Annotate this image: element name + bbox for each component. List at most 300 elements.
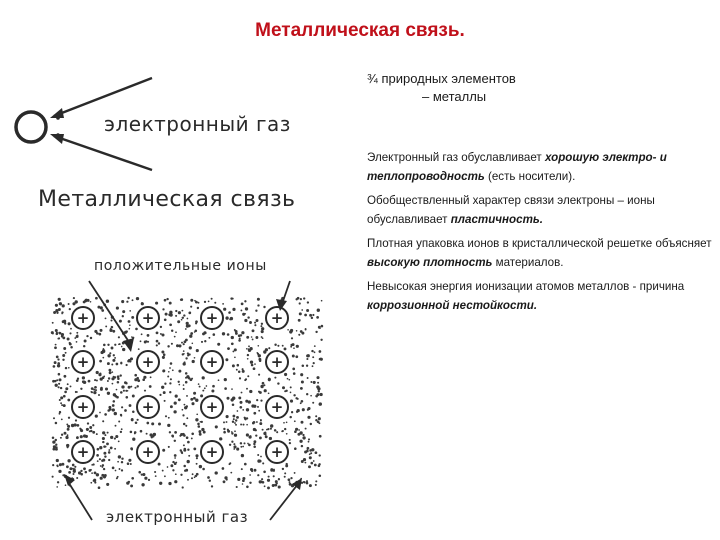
electron-dot bbox=[121, 300, 124, 303]
electron-dot bbox=[204, 301, 206, 303]
electron-dot bbox=[257, 298, 260, 301]
electron-dot bbox=[56, 133, 60, 137]
electron-dot bbox=[106, 300, 109, 303]
electron-dot bbox=[174, 457, 176, 459]
electron-dot bbox=[190, 398, 193, 401]
electron-dot bbox=[68, 303, 70, 305]
electron-dot bbox=[59, 413, 61, 415]
electron-dot bbox=[200, 421, 202, 423]
electron-dot bbox=[316, 376, 319, 379]
electron-dot bbox=[122, 348, 125, 351]
electron-dot bbox=[257, 474, 259, 476]
ion-plus-sign: + bbox=[141, 398, 155, 416]
electron-dot bbox=[311, 317, 313, 319]
electron-dot bbox=[108, 449, 110, 451]
electron-dot bbox=[310, 381, 312, 383]
positive-ion bbox=[201, 307, 223, 329]
electron-dot bbox=[100, 477, 103, 480]
electron-dot bbox=[191, 378, 193, 380]
electron-dot bbox=[181, 319, 183, 321]
ion-plus-sign: + bbox=[76, 309, 90, 327]
electron-dot bbox=[307, 377, 309, 379]
electron-dot bbox=[107, 409, 110, 412]
electron-dot bbox=[215, 471, 218, 474]
electron-dot bbox=[123, 390, 125, 392]
electron-dot bbox=[57, 364, 60, 367]
electron-dot bbox=[99, 446, 102, 449]
electron-dot bbox=[170, 464, 173, 467]
positive-ion bbox=[137, 307, 159, 329]
electron-dot bbox=[108, 459, 110, 461]
electron-dot bbox=[98, 333, 101, 336]
ion-plus-sign: + bbox=[205, 398, 219, 416]
electron-dot bbox=[304, 314, 307, 317]
electron-dot bbox=[106, 483, 109, 486]
electron-dot bbox=[286, 433, 288, 435]
electron-dot bbox=[321, 325, 324, 328]
electron-dot bbox=[114, 357, 116, 359]
electron-dot bbox=[306, 354, 309, 357]
electron-dot bbox=[251, 336, 253, 338]
electron-dot bbox=[236, 486, 238, 488]
electron-dot bbox=[152, 435, 155, 438]
electron-dot bbox=[247, 375, 249, 377]
electron-dot bbox=[159, 394, 161, 396]
electron-dot bbox=[308, 441, 310, 443]
electron-dot bbox=[302, 365, 305, 368]
p3-emphasis: высокую плотность bbox=[367, 256, 493, 269]
electron-dot bbox=[202, 468, 205, 471]
electron-dot bbox=[231, 432, 233, 434]
electron-dot bbox=[192, 343, 194, 345]
electron-dot bbox=[67, 428, 70, 431]
electron-dot bbox=[154, 471, 156, 473]
electron-dot bbox=[128, 359, 131, 362]
electron-dot bbox=[259, 391, 262, 394]
electron-dot bbox=[293, 372, 296, 375]
electron-dot bbox=[82, 381, 85, 384]
electron-dot bbox=[61, 404, 63, 406]
electron-dot bbox=[247, 316, 249, 318]
electron-dot bbox=[129, 310, 131, 312]
electron-dot bbox=[313, 460, 315, 462]
electron-dot bbox=[260, 419, 262, 421]
electron-dot bbox=[187, 318, 189, 320]
electron-dot bbox=[240, 424, 242, 426]
electron-dot bbox=[158, 342, 160, 344]
electron-dot bbox=[246, 348, 248, 350]
electron-dot bbox=[108, 377, 110, 379]
electron-dot bbox=[237, 410, 239, 412]
electron-dot bbox=[65, 484, 67, 486]
electron-dot bbox=[150, 376, 152, 378]
electron-dot bbox=[257, 406, 259, 408]
electron-dot bbox=[222, 332, 225, 335]
electron-dot bbox=[191, 437, 193, 439]
electron-dot bbox=[246, 336, 249, 339]
electron-dot bbox=[222, 303, 224, 305]
electron-dot bbox=[231, 441, 233, 443]
electron-dot bbox=[299, 312, 302, 315]
electron-dot bbox=[179, 384, 181, 386]
p2-text: Обобществленный характер связи электроны – ионы обуславливает bbox=[367, 194, 655, 226]
electron-dot bbox=[285, 390, 287, 392]
electron-dot bbox=[310, 423, 312, 425]
electron-dot bbox=[289, 330, 292, 333]
electron-dot bbox=[87, 422, 89, 424]
electron-dot bbox=[174, 440, 176, 442]
electron-dot bbox=[130, 386, 132, 388]
electron-dot bbox=[260, 400, 262, 402]
electron-dot bbox=[174, 401, 177, 404]
electron-dot bbox=[159, 482, 162, 485]
electron-dot bbox=[120, 391, 123, 394]
electron-dot bbox=[141, 302, 144, 305]
electron-dot bbox=[52, 464, 54, 466]
electron-dot bbox=[77, 378, 79, 380]
electron-dot bbox=[102, 420, 104, 422]
electron-dot bbox=[247, 354, 249, 356]
electron-dot bbox=[178, 370, 181, 373]
electron-dot bbox=[221, 438, 223, 440]
electron-dot bbox=[268, 476, 270, 478]
electron-dot bbox=[205, 332, 207, 334]
electron-dot bbox=[232, 404, 235, 407]
electron-dot bbox=[180, 449, 182, 451]
electron-dot bbox=[120, 374, 122, 376]
electron-dot bbox=[183, 384, 185, 386]
electron-dot bbox=[208, 337, 210, 339]
electron-dot bbox=[55, 384, 58, 387]
electron-dot bbox=[182, 414, 184, 416]
electron-dot bbox=[161, 386, 164, 389]
electron-dot bbox=[195, 322, 197, 324]
electron-dot bbox=[223, 480, 226, 483]
electron-dot bbox=[134, 374, 137, 377]
electron-dot bbox=[245, 307, 248, 310]
electron-dot bbox=[107, 380, 109, 382]
electron-dot bbox=[83, 301, 86, 304]
electron-dot bbox=[128, 328, 130, 330]
electron-dot bbox=[187, 441, 190, 444]
electron-dot bbox=[185, 339, 188, 342]
electron-dot bbox=[265, 435, 268, 438]
electron-dot bbox=[169, 382, 171, 384]
electron-dot bbox=[226, 421, 228, 423]
ion-plus-sign: + bbox=[205, 353, 219, 371]
arrow-line-upper bbox=[54, 78, 152, 116]
electron-dot bbox=[315, 419, 317, 421]
electron-dot bbox=[100, 465, 102, 467]
electron-dot bbox=[168, 313, 171, 316]
metallic-bond-caption: Металлическая связь bbox=[38, 187, 296, 212]
electron-dot bbox=[231, 388, 233, 390]
electron-dot bbox=[190, 332, 193, 335]
electron-dot bbox=[164, 475, 166, 477]
electron-dot bbox=[72, 464, 75, 467]
electron-dot bbox=[151, 422, 154, 425]
electron-dot bbox=[258, 354, 261, 357]
electron-dot bbox=[93, 480, 95, 482]
electron-dot bbox=[171, 343, 173, 345]
electron-dot bbox=[306, 309, 309, 312]
ion-plus-sign: + bbox=[205, 309, 219, 327]
electron-dot bbox=[75, 419, 77, 421]
electron-dot bbox=[129, 324, 131, 326]
p2-emphasis: пластичность. bbox=[450, 213, 544, 226]
electron-dot bbox=[168, 446, 170, 448]
electron-dot bbox=[186, 395, 188, 397]
electron-dot bbox=[204, 387, 206, 389]
electron-dot bbox=[229, 463, 231, 465]
electron-dot bbox=[169, 302, 172, 305]
ion-plus-sign: + bbox=[76, 398, 90, 416]
electron-dot bbox=[185, 381, 188, 384]
electron-dot bbox=[55, 439, 57, 441]
electron-dot bbox=[232, 415, 235, 418]
electron-dot bbox=[58, 378, 61, 381]
electron-dot bbox=[282, 468, 284, 470]
positive-ions-label: положительные ионы bbox=[94, 258, 267, 274]
ion-plus-sign: + bbox=[141, 353, 155, 371]
electron-dot bbox=[155, 302, 158, 305]
electron-dot bbox=[156, 340, 159, 343]
electron-dot bbox=[249, 482, 251, 484]
electron-dot bbox=[124, 409, 127, 412]
electron-dot bbox=[240, 334, 242, 336]
positive-ion bbox=[137, 441, 159, 463]
electron-dot bbox=[284, 476, 286, 478]
electron-dot bbox=[211, 298, 213, 300]
ion-plus-sign: + bbox=[76, 443, 90, 461]
electron-dot bbox=[230, 297, 232, 299]
electron-dot bbox=[162, 449, 165, 452]
electron-dot bbox=[189, 347, 191, 349]
electron-dot bbox=[303, 458, 306, 461]
electron-dot bbox=[248, 345, 250, 347]
electron-dot bbox=[121, 346, 123, 348]
electron-dot bbox=[114, 448, 116, 450]
electron-dot bbox=[107, 362, 110, 365]
electron-dot bbox=[85, 471, 88, 474]
electron-dot bbox=[56, 116, 60, 120]
electron-dot bbox=[254, 469, 257, 472]
electron-dot bbox=[183, 434, 186, 437]
electron-dot bbox=[249, 436, 252, 439]
electron-dot bbox=[55, 444, 57, 446]
electron-gas-label-bottom: электронный газ bbox=[106, 508, 249, 526]
electron-dot bbox=[291, 337, 293, 339]
electron-dot bbox=[319, 435, 322, 438]
electron-dot bbox=[107, 344, 109, 346]
electron-dot bbox=[241, 392, 243, 394]
electron-dot bbox=[302, 408, 305, 411]
electron-dot bbox=[110, 447, 113, 450]
electron-dot bbox=[112, 359, 115, 362]
electron-dot bbox=[232, 421, 234, 423]
electron-dot bbox=[75, 391, 77, 393]
electron-dot bbox=[61, 463, 64, 466]
electron-dot bbox=[242, 370, 245, 373]
electron-dot bbox=[270, 468, 273, 471]
electron-dot bbox=[227, 397, 230, 400]
electron-dot bbox=[223, 308, 226, 311]
electron-dot bbox=[276, 431, 278, 433]
electron-dot bbox=[57, 481, 59, 483]
electron-dot bbox=[126, 364, 128, 366]
electron-dot bbox=[198, 430, 201, 433]
fraction-line-2: – металлы bbox=[422, 89, 487, 104]
electron-dot bbox=[90, 337, 92, 339]
electron-dot bbox=[196, 463, 198, 465]
ion-plus-sign: + bbox=[141, 443, 155, 461]
electron-dot bbox=[165, 313, 168, 316]
electron-dot bbox=[199, 433, 202, 436]
electron-dot bbox=[191, 402, 194, 405]
electron-dot bbox=[267, 428, 269, 430]
electron-dot bbox=[72, 468, 74, 470]
electron-dot bbox=[121, 406, 123, 408]
electron-dot bbox=[319, 350, 322, 353]
electron-dot bbox=[296, 330, 298, 332]
electron-dot bbox=[77, 424, 80, 427]
electron-dot bbox=[59, 302, 62, 305]
electron-dot bbox=[156, 332, 159, 335]
electron-dot bbox=[232, 364, 235, 367]
electron-dot bbox=[239, 337, 241, 339]
electron-dot bbox=[137, 379, 140, 382]
electron-dot bbox=[146, 422, 149, 425]
electron-dot bbox=[199, 465, 202, 468]
electron-dot bbox=[313, 381, 316, 384]
electron-dot bbox=[230, 472, 232, 474]
electron-dot bbox=[117, 476, 119, 478]
electron-dot bbox=[306, 450, 309, 453]
electron-dot bbox=[94, 386, 97, 389]
electron-dot bbox=[125, 390, 127, 392]
electron-dot bbox=[310, 395, 312, 397]
electron-dot bbox=[112, 330, 115, 333]
electron-dot bbox=[232, 397, 235, 400]
electron-dot bbox=[94, 481, 96, 483]
electron-dot bbox=[253, 367, 256, 370]
electron-dot bbox=[103, 344, 106, 347]
arrow-head-upper bbox=[50, 108, 64, 118]
electron-dot bbox=[178, 311, 181, 314]
electron-dot bbox=[191, 433, 194, 436]
electron-dot bbox=[211, 389, 214, 392]
arrow-line-lower bbox=[54, 136, 152, 170]
positive-ion bbox=[201, 351, 223, 373]
electron-dot bbox=[237, 364, 240, 367]
paragraph-corrosion bbox=[367, 277, 712, 315]
electron-dot bbox=[53, 365, 56, 368]
electron-dot bbox=[103, 445, 106, 448]
electron-dot bbox=[185, 328, 187, 330]
electron-dot bbox=[129, 404, 132, 407]
electron-dot bbox=[289, 439, 291, 441]
electron-dot bbox=[178, 381, 180, 383]
electron-dot bbox=[195, 301, 198, 304]
electron-dot bbox=[262, 462, 264, 464]
electron-dot bbox=[187, 460, 190, 463]
electron-gas-label-top: электронный газ bbox=[104, 112, 291, 136]
electron-dot bbox=[127, 462, 130, 465]
electron-dot bbox=[105, 325, 107, 327]
electron-dot bbox=[74, 466, 76, 468]
electron-dot bbox=[121, 461, 123, 463]
electron-dot bbox=[96, 380, 98, 382]
electron-dot bbox=[55, 329, 58, 332]
electron-dot bbox=[292, 368, 295, 371]
electron-dot bbox=[76, 436, 79, 439]
electron-dot bbox=[104, 434, 106, 436]
electron-dot bbox=[259, 422, 262, 425]
electron-dot bbox=[55, 304, 58, 307]
electron-dot bbox=[110, 328, 112, 330]
electron-dot bbox=[66, 444, 69, 447]
electron-dot bbox=[292, 343, 295, 346]
electron-dot bbox=[191, 477, 193, 479]
electron-dot bbox=[148, 479, 150, 481]
electron-dot bbox=[194, 357, 196, 359]
electron-dot bbox=[96, 371, 99, 374]
electron-dot bbox=[107, 354, 110, 357]
electron-dot bbox=[128, 481, 130, 483]
electron-dot bbox=[120, 415, 122, 417]
electron-dot bbox=[244, 379, 246, 381]
electron-dot bbox=[289, 442, 291, 444]
electron-dot bbox=[288, 478, 291, 481]
p4-emphasis: коррозионной нестойкости. bbox=[367, 299, 538, 312]
electron-dot bbox=[172, 369, 174, 371]
electron-dot bbox=[306, 480, 308, 482]
electron-dot bbox=[298, 334, 300, 336]
electron-dot bbox=[234, 434, 237, 437]
electron-dot bbox=[248, 401, 250, 403]
electron-dot bbox=[63, 404, 66, 407]
electron-dot bbox=[297, 409, 300, 412]
electron-dot bbox=[253, 412, 256, 415]
electron-dot bbox=[67, 399, 70, 402]
electron-dot bbox=[260, 456, 262, 458]
electron-dot bbox=[189, 312, 191, 314]
electron-dot bbox=[225, 358, 228, 361]
electron-dot bbox=[60, 387, 62, 389]
electron-dot bbox=[213, 333, 216, 336]
electron-dot bbox=[117, 381, 120, 384]
electron-dot bbox=[118, 455, 121, 458]
electron-dot bbox=[125, 396, 128, 399]
electron-dot bbox=[82, 376, 85, 379]
electron-dot bbox=[175, 331, 177, 333]
electron-dot bbox=[192, 360, 195, 363]
electron-dot bbox=[121, 385, 124, 388]
electron-dot bbox=[175, 395, 178, 398]
positive-ion bbox=[266, 396, 288, 418]
electron-dot bbox=[120, 431, 122, 433]
electron-dot bbox=[103, 348, 105, 350]
electron-dot bbox=[309, 453, 311, 455]
electron-dot bbox=[140, 340, 142, 342]
electron-dot bbox=[91, 391, 93, 393]
electron-dot bbox=[183, 444, 185, 446]
p1-emphasis: хорошую электро- и теплопроводность bbox=[367, 151, 667, 183]
electron-dot bbox=[240, 446, 242, 448]
electron-dot bbox=[254, 324, 256, 326]
electron-dot bbox=[261, 336, 263, 338]
electron-dot bbox=[252, 338, 254, 340]
